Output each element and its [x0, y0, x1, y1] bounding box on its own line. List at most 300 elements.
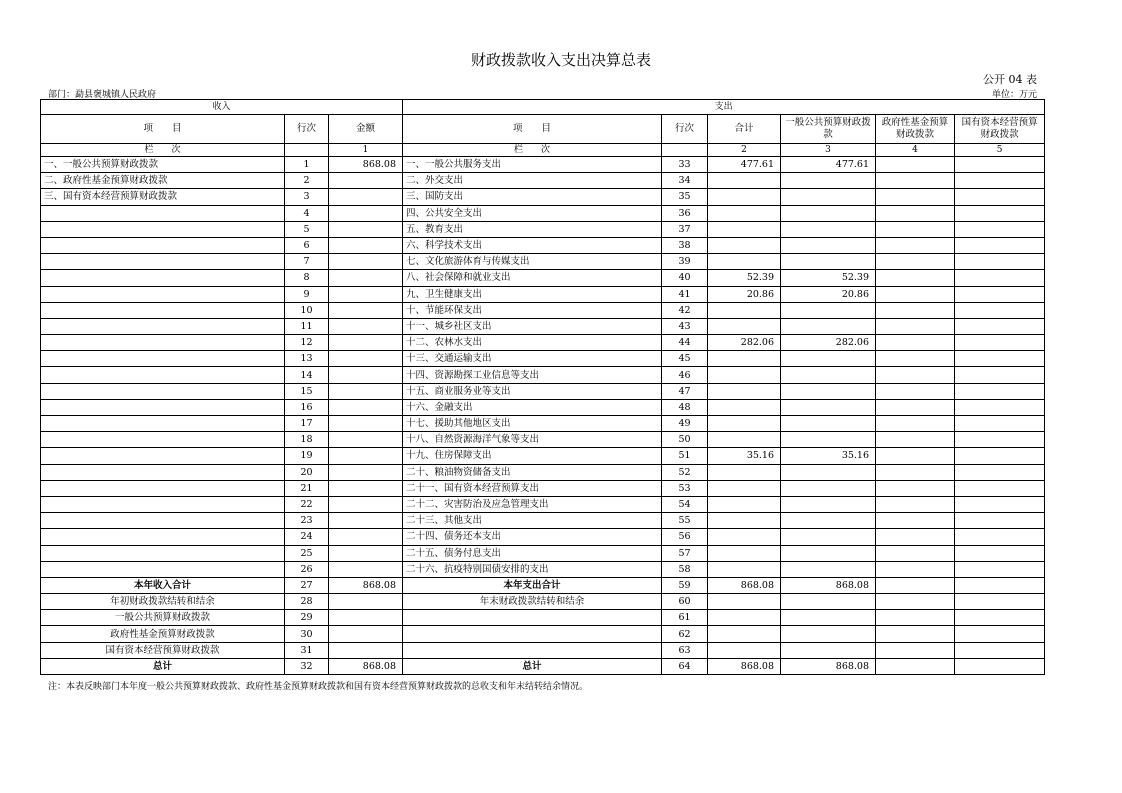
expense-general-cell	[781, 545, 876, 561]
expense-general-cell	[781, 351, 876, 367]
expense-state-cell	[955, 157, 1045, 173]
income-amount-cell	[329, 286, 403, 302]
expense-rowno-cell: 62	[662, 626, 708, 642]
table-row	[41, 658, 1045, 674]
income-rowno-cell: 29	[285, 610, 329, 626]
expense-general-cell	[781, 416, 876, 432]
income-rowno-cell: 30	[285, 626, 329, 642]
expense-total-cell	[708, 529, 781, 545]
expense-state-cell	[955, 286, 1045, 302]
expense-state-cell	[955, 480, 1045, 496]
expense-total-cell	[708, 545, 781, 561]
expense-state-cell	[955, 302, 1045, 318]
income-amount-cell	[329, 610, 403, 626]
income-item-cell	[41, 529, 285, 545]
expense-general-cell	[781, 189, 876, 205]
income-item-cell	[41, 448, 285, 464]
expense-col-2: 2	[708, 144, 781, 157]
income-item-cell: 总计	[41, 658, 285, 674]
table-row	[41, 221, 1045, 237]
income-amount-cell	[329, 529, 403, 545]
unit-label: 单位：万元	[991, 90, 1037, 100]
income-amount-cell	[329, 642, 403, 658]
income-amount-cell	[329, 318, 403, 334]
form-code: 公开 04 表	[983, 73, 1037, 86]
expense-total-cell	[708, 610, 781, 626]
income-amount-cell	[329, 221, 403, 237]
income-item-cell	[41, 367, 285, 383]
expense-rowno-cell: 45	[662, 351, 708, 367]
income-rowno-cell: 17	[285, 416, 329, 432]
expense-col-3: 3	[781, 144, 876, 157]
table-row	[41, 254, 1045, 270]
income-amount-cell	[329, 173, 403, 189]
income-col-blank	[285, 144, 329, 157]
expense-item-cell: 十、节能环保支出	[403, 302, 662, 318]
expense-item-cell: 九、卫生健康支出	[403, 286, 662, 302]
expense-rowno-cell: 48	[662, 399, 708, 415]
table-row	[41, 318, 1045, 334]
expense-item-cell: 十四、资源勘探工业信息等支出	[403, 367, 662, 383]
expense-total-cell	[708, 496, 781, 512]
expense-total-cell	[708, 626, 781, 642]
expense-state-cell	[955, 173, 1045, 189]
expense-header: 支出	[403, 100, 1045, 115]
income-amount-cell	[329, 594, 403, 610]
income-item-cell	[41, 318, 285, 334]
expense-total-cell: 868.08	[708, 658, 781, 674]
income-rowno-cell: 23	[285, 513, 329, 529]
expense-general-cell	[781, 367, 876, 383]
expense-state-cell	[955, 642, 1045, 658]
expense-rowno-cell: 44	[662, 335, 708, 351]
expense-total-cell	[708, 642, 781, 658]
department-label: 部门：勐县褒城镇人民政府	[48, 90, 157, 100]
income-item-cell	[41, 464, 285, 480]
expense-rowno-header: 行次	[662, 115, 708, 144]
expense-state-cell	[955, 432, 1045, 448]
table-row	[41, 367, 1045, 383]
expense-item-cell: 十八、自然资源海洋气象等支出	[403, 432, 662, 448]
expense-rowno-cell: 41	[662, 286, 708, 302]
income-amount-cell: 868.08	[329, 577, 403, 593]
income-rowno-cell: 8	[285, 270, 329, 286]
expense-fund-cell	[876, 464, 955, 480]
income-item-cell	[41, 399, 285, 415]
expense-state-cell	[955, 335, 1045, 351]
income-item-header: 项 目	[41, 115, 285, 144]
table-row	[41, 302, 1045, 318]
expense-general-cell	[781, 383, 876, 399]
expense-rowno-cell: 33	[662, 157, 708, 173]
expense-fund-cell	[876, 577, 955, 593]
expense-general-cell	[781, 254, 876, 270]
expense-fund-cell	[876, 561, 955, 577]
income-amount-cell	[329, 626, 403, 642]
table-row	[41, 496, 1045, 512]
income-amount-cell	[329, 416, 403, 432]
income-rowno-cell: 13	[285, 351, 329, 367]
income-item-cell	[41, 432, 285, 448]
expense-general-cell	[781, 626, 876, 642]
expense-general-cell	[781, 496, 876, 512]
expense-item-cell: 六、科学技术支出	[403, 237, 662, 253]
expense-item-cell: 十九、住房保障支出	[403, 448, 662, 464]
income-rowno-cell: 19	[285, 448, 329, 464]
income-amount-cell	[329, 496, 403, 512]
expense-item-cell: 二十、粮油物资储备支出	[403, 464, 662, 480]
expense-fund-cell	[876, 545, 955, 561]
income-amount-cell	[329, 270, 403, 286]
expense-total-cell	[708, 480, 781, 496]
budget-table	[40, 99, 1045, 675]
expense-state-cell	[955, 545, 1045, 561]
table-row	[41, 335, 1045, 351]
income-item-cell	[41, 302, 285, 318]
expense-state-cell	[955, 594, 1045, 610]
expense-fund-cell	[876, 399, 955, 415]
expense-item-cell: 一、一般公共服务支出	[403, 157, 662, 173]
income-rowno-cell: 24	[285, 529, 329, 545]
income-rowno-cell: 25	[285, 545, 329, 561]
income-item-cell	[41, 480, 285, 496]
expense-item-cell: 二十一、国有资本经营预算支出	[403, 480, 662, 496]
expense-fund-cell	[876, 157, 955, 173]
income-item-cell	[41, 545, 285, 561]
expense-general-cell	[781, 302, 876, 318]
income-amount-cell	[329, 464, 403, 480]
expense-state-cell	[955, 496, 1045, 512]
expense-item-cell: 十五、商业服务业等支出	[403, 383, 662, 399]
expense-fund-cell	[876, 496, 955, 512]
income-amount-cell	[329, 254, 403, 270]
expense-total-header: 合计	[708, 115, 781, 144]
expense-fund-cell	[876, 237, 955, 253]
expense-total-cell	[708, 221, 781, 237]
expense-total-cell	[708, 594, 781, 610]
expense-total-cell	[708, 351, 781, 367]
income-amount-cell	[329, 302, 403, 318]
income-item-cell	[41, 496, 285, 512]
expense-item-cell: 二十二、灾害防治及应急管理支出	[403, 496, 662, 512]
table-row	[41, 351, 1045, 367]
income-rowno-cell: 12	[285, 335, 329, 351]
expense-item-cell: 二十四、债务还本支出	[403, 529, 662, 545]
expense-rowno-cell: 47	[662, 383, 708, 399]
expense-general-cell: 52.39	[781, 270, 876, 286]
expense-state-cell	[955, 254, 1045, 270]
income-rowno-cell: 20	[285, 464, 329, 480]
expense-rowno-cell: 53	[662, 480, 708, 496]
income-col-1: 1	[329, 144, 403, 157]
table-row	[41, 577, 1045, 593]
income-amount-cell	[329, 367, 403, 383]
expense-general-cell	[781, 480, 876, 496]
expense-rowno-cell: 37	[662, 221, 708, 237]
expense-state-cell	[955, 610, 1045, 626]
table-row	[41, 432, 1045, 448]
table-row	[41, 626, 1045, 642]
expense-general-cell: 282.06	[781, 335, 876, 351]
expense-rowno-cell: 39	[662, 254, 708, 270]
expense-rowno-cell: 60	[662, 594, 708, 610]
expense-rowno-cell: 64	[662, 658, 708, 674]
expense-general-cell: 868.08	[781, 658, 876, 674]
expense-general-cell	[781, 610, 876, 626]
expense-fund-cell	[876, 448, 955, 464]
income-amount-cell: 868.08	[329, 157, 403, 173]
expense-general-cell	[781, 529, 876, 545]
expense-item-cell: 总计	[403, 658, 662, 674]
page-title: 财政拨款收入支出决算总表	[470, 51, 651, 69]
expense-item-header: 项 目	[403, 115, 662, 144]
expense-state-cell	[955, 561, 1045, 577]
expense-general-cell: 477.61	[781, 157, 876, 173]
expense-total-cell	[708, 302, 781, 318]
expense-rowno-cell: 46	[662, 367, 708, 383]
expense-fund-cell	[876, 480, 955, 496]
expense-item-cell: 五、教育支出	[403, 221, 662, 237]
income-rowno-cell: 22	[285, 496, 329, 512]
expense-fund-cell	[876, 189, 955, 205]
expense-general-cell	[781, 221, 876, 237]
expense-fund-cell	[876, 286, 955, 302]
expense-general-cell: 868.08	[781, 577, 876, 593]
expense-state-cell	[955, 351, 1045, 367]
income-item-cell	[41, 513, 285, 529]
expense-total-cell	[708, 205, 781, 221]
expense-fund-cell	[876, 529, 955, 545]
expense-fund-cell	[876, 270, 955, 286]
expense-rowno-cell: 42	[662, 302, 708, 318]
expense-total-cell	[708, 189, 781, 205]
table-row	[41, 173, 1045, 189]
income-item-cell	[41, 335, 285, 351]
expense-rowno-cell: 58	[662, 561, 708, 577]
expense-rowno-cell: 59	[662, 577, 708, 593]
expense-rowno-cell: 36	[662, 205, 708, 221]
expense-item-cell	[403, 626, 662, 642]
table-row	[41, 448, 1045, 464]
table-row	[41, 399, 1045, 415]
income-amount-cell: 868.08	[329, 658, 403, 674]
expense-general-cell	[781, 432, 876, 448]
header-row-colnumbers	[41, 144, 1045, 157]
income-item-cell	[41, 205, 285, 221]
income-rowno-cell: 32	[285, 658, 329, 674]
expense-col-4: 4	[876, 144, 955, 157]
expense-total-cell	[708, 254, 781, 270]
expense-state-cell	[955, 399, 1045, 415]
expense-item-cell: 八、社会保障和就业支出	[403, 270, 662, 286]
table-row	[41, 610, 1045, 626]
income-col-label: 栏 次	[41, 144, 285, 157]
income-item-cell: 政府性基金预算财政拨款	[41, 626, 285, 642]
expense-total-cell	[708, 561, 781, 577]
income-amount-cell	[329, 545, 403, 561]
expense-state-cell	[955, 464, 1045, 480]
expense-fund-cell	[876, 610, 955, 626]
income-amount-cell	[329, 205, 403, 221]
expense-rowno-cell: 34	[662, 173, 708, 189]
income-rowno-cell: 21	[285, 480, 329, 496]
income-item-cell: 一、一般公共预算财政拨款	[41, 157, 285, 173]
expense-item-cell	[403, 610, 662, 626]
income-item-cell: 三、国有资本经营预算财政拨款	[41, 189, 285, 205]
expense-fund-header: 政府性基金预算财政拨款	[876, 115, 955, 144]
table-row	[41, 189, 1045, 205]
table-row	[41, 286, 1045, 302]
income-item-cell	[41, 561, 285, 577]
expense-rowno-cell: 35	[662, 189, 708, 205]
expense-rowno-cell: 56	[662, 529, 708, 545]
table-row	[41, 464, 1045, 480]
expense-fund-cell	[876, 432, 955, 448]
expense-total-cell	[708, 464, 781, 480]
expense-general-cell: 35.16	[781, 448, 876, 464]
expense-state-cell	[955, 513, 1045, 529]
expense-total-cell: 868.08	[708, 577, 781, 593]
table-row	[41, 270, 1045, 286]
expense-rowno-cell: 43	[662, 318, 708, 334]
expense-state-cell	[955, 367, 1045, 383]
expense-general-cell	[781, 318, 876, 334]
income-rowno-cell: 14	[285, 367, 329, 383]
expense-fund-cell	[876, 254, 955, 270]
income-amount-cell	[329, 432, 403, 448]
expense-general-cell	[781, 561, 876, 577]
expense-general-cell	[781, 399, 876, 415]
header-row-columns	[41, 115, 1045, 144]
expense-item-cell: 十一、城乡社区支出	[403, 318, 662, 334]
expense-total-cell	[708, 513, 781, 529]
income-item-cell: 国有资本经营预算财政拨款	[41, 642, 285, 658]
expense-general-cell	[781, 237, 876, 253]
expense-rowno-cell: 61	[662, 610, 708, 626]
income-amount-cell	[329, 383, 403, 399]
income-rowno-cell: 26	[285, 561, 329, 577]
expense-rowno-cell: 50	[662, 432, 708, 448]
expense-col-blank	[662, 144, 708, 157]
income-amount-cell	[329, 480, 403, 496]
income-rowno-cell: 5	[285, 221, 329, 237]
expense-state-cell	[955, 318, 1045, 334]
expense-state-cell	[955, 205, 1045, 221]
table-row	[41, 545, 1045, 561]
expense-total-cell: 35.16	[708, 448, 781, 464]
expense-total-cell	[708, 173, 781, 189]
income-item-cell: 本年收入合计	[41, 577, 285, 593]
expense-item-cell	[403, 642, 662, 658]
income-header: 收入	[41, 100, 403, 115]
table-row	[41, 157, 1045, 173]
expense-general-cell	[781, 464, 876, 480]
income-rowno-cell: 18	[285, 432, 329, 448]
income-amount-cell	[329, 513, 403, 529]
income-rowno-cell: 2	[285, 173, 329, 189]
table-row	[41, 383, 1045, 399]
expense-total-cell	[708, 383, 781, 399]
expense-fund-cell	[876, 351, 955, 367]
income-rowno-cell: 3	[285, 189, 329, 205]
expense-general-cell	[781, 173, 876, 189]
expense-state-cell	[955, 416, 1045, 432]
income-rowno-cell: 31	[285, 642, 329, 658]
expense-total-cell	[708, 367, 781, 383]
income-amount-header: 金额	[329, 115, 403, 144]
income-amount-cell	[329, 561, 403, 577]
footnote: 注：本表反映部门本年度一般公共预算财政拨款、政府性基金预算财政拨款和国有资本经营预算财政拨款的总收支和年末结转结余情况。	[48, 682, 589, 692]
income-item-cell	[41, 286, 285, 302]
income-rowno-cell: 4	[285, 205, 329, 221]
table-row	[41, 642, 1045, 658]
expense-total-cell	[708, 416, 781, 432]
income-item-cell	[41, 254, 285, 270]
income-item-cell	[41, 351, 285, 367]
income-rowno-header: 行次	[285, 115, 329, 144]
expense-fund-cell	[876, 594, 955, 610]
expense-general-cell	[781, 642, 876, 658]
expense-fund-cell	[876, 626, 955, 642]
expense-total-cell	[708, 237, 781, 253]
expense-fund-cell	[876, 642, 955, 658]
expense-fund-cell	[876, 173, 955, 189]
income-amount-cell	[329, 351, 403, 367]
table-row	[41, 205, 1045, 221]
expense-col-label: 栏 次	[403, 144, 662, 157]
expense-state-cell	[955, 383, 1045, 399]
income-amount-cell	[329, 448, 403, 464]
expense-general-cell	[781, 513, 876, 529]
expense-state-cell	[955, 221, 1045, 237]
expense-col-5: 5	[955, 144, 1045, 157]
expense-item-cell: 十二、农林水支出	[403, 335, 662, 351]
table-row	[41, 237, 1045, 253]
expense-state-cell	[955, 577, 1045, 593]
expense-fund-cell	[876, 367, 955, 383]
expense-total-cell: 282.06	[708, 335, 781, 351]
expense-state-cell	[955, 270, 1045, 286]
expense-item-cell: 二十三、其他支出	[403, 513, 662, 529]
expense-state-cell	[955, 237, 1045, 253]
expense-fund-cell	[876, 335, 955, 351]
expense-item-cell: 二十六、抗疫特别国债安排的支出	[403, 561, 662, 577]
expense-fund-cell	[876, 658, 955, 674]
expense-item-cell: 十六、金融支出	[403, 399, 662, 415]
expense-rowno-cell: 57	[662, 545, 708, 561]
expense-item-cell: 本年支出合计	[403, 577, 662, 593]
expense-rowno-cell: 49	[662, 416, 708, 432]
expense-rowno-cell: 63	[662, 642, 708, 658]
expense-fund-cell	[876, 383, 955, 399]
expense-rowno-cell: 52	[662, 464, 708, 480]
expense-state-cell	[955, 189, 1045, 205]
income-rowno-cell: 27	[285, 577, 329, 593]
expense-item-cell: 七、文化旅游体育与传媒支出	[403, 254, 662, 270]
income-amount-cell	[329, 237, 403, 253]
expense-rowno-cell: 38	[662, 237, 708, 253]
expense-fund-cell	[876, 318, 955, 334]
expense-rowno-cell: 54	[662, 496, 708, 512]
income-rowno-cell: 6	[285, 237, 329, 253]
expense-total-cell: 20.86	[708, 286, 781, 302]
table-row	[41, 594, 1045, 610]
expense-state-cell	[955, 658, 1045, 674]
expense-item-cell: 十三、交通运输支出	[403, 351, 662, 367]
income-item-cell: 一般公共预算财政拨款	[41, 610, 285, 626]
expense-general-header: 一般公共预算财政拨款	[781, 115, 876, 144]
income-item-cell	[41, 416, 285, 432]
